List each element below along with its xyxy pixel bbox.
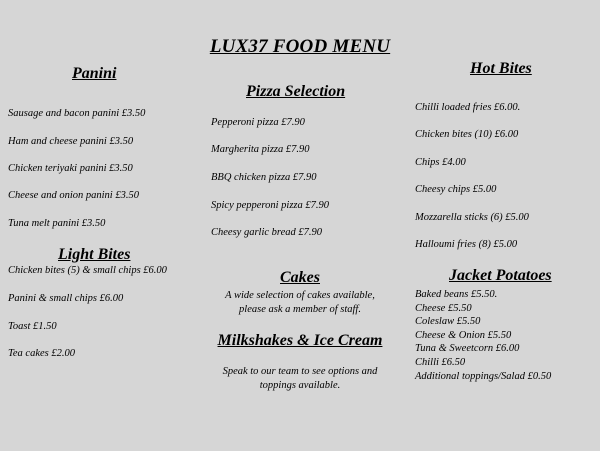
jacket-potatoes-list <box>415 288 551 383</box>
jacket-potatoes-item: Baked beans £5.50. <box>415 289 498 300</box>
hot-bites-heading: Hot Bites <box>470 60 532 77</box>
jacket-potatoes-heading: Jacket Potatoes <box>449 267 552 284</box>
cakes-description <box>190 289 410 317</box>
pizza-item: BBQ chicken pizza £7.90 <box>211 172 317 183</box>
cakes-heading: Cakes <box>280 269 320 286</box>
milkshakes-description <box>190 365 410 393</box>
panini-item: Ham and cheese panini £3.50 <box>8 136 134 147</box>
hot-bites-item: Mozzarella sticks (6) £5.00 <box>415 212 529 223</box>
cakes-line: A wide selection of cakes available, <box>225 290 375 301</box>
pizza-item: Pepperoni pizza £7.90 <box>211 117 305 128</box>
milkshakes-heading: Milkshakes & Ice Cream <box>217 332 383 349</box>
hot-bites-item: Chicken bites (10) £6.00 <box>415 129 519 140</box>
jacket-potatoes-item: Tuna & Sweetcorn £6.00 <box>415 343 520 355</box>
panini-item: Chicken teriyaki panini £3.50 <box>8 163 133 174</box>
menu-title: LUX37 FOOD MENU <box>209 36 391 57</box>
hot-bites-item: Chilli loaded fries £6.00. <box>415 102 521 113</box>
milkshakes-line: Speak to our team to see options and <box>222 366 378 377</box>
pizza-item: Cheesy garlic bread £7.90 <box>211 227 323 238</box>
hot-bites-item: Halloumi fries (8) £5.00 <box>415 239 518 250</box>
hot-bites-item: Cheesy chips £5.00 <box>415 184 497 195</box>
light-bites-item: Tea cakes £2.00 <box>8 348 75 359</box>
panini-heading: Panini <box>72 65 117 82</box>
panini-item: Sausage and bacon panini £3.50 <box>8 108 146 119</box>
pizza-heading: Pizza Selection <box>246 83 346 100</box>
light-bites-item: Toast £1.50 <box>8 321 57 332</box>
hot-bites-item: Chips £4.00 <box>415 157 466 168</box>
cakes-line: please ask a member of staff. <box>239 304 361 315</box>
jacket-potatoes-item: Coleslaw £5.50 <box>415 316 481 328</box>
panini-item: Tuna melt panini £3.50 <box>8 218 106 229</box>
light-bites-item: Panini & small chips £6.00 <box>8 293 124 304</box>
panini-item: Cheese and onion panini £3.50 <box>8 190 139 201</box>
jacket-potatoes-item: Cheese & Onion £5.50 <box>415 329 512 341</box>
pizza-item: Margherita pizza £7.90 <box>211 144 310 155</box>
jacket-potatoes-item: Cheese £5.50 <box>415 302 472 314</box>
light-bites-item: Chicken bites (5) & small chips £6.00 <box>8 265 167 276</box>
light-bites-heading: Light Bites <box>58 246 131 263</box>
jacket-potatoes-item: Chilli £6.50 <box>415 356 466 368</box>
milkshakes-line: toppings available. <box>259 380 341 391</box>
jacket-potatoes-item: Additional toppings/Salad £0.50 <box>415 370 552 382</box>
pizza-item: Spicy pepperoni pizza £7.90 <box>211 200 330 211</box>
